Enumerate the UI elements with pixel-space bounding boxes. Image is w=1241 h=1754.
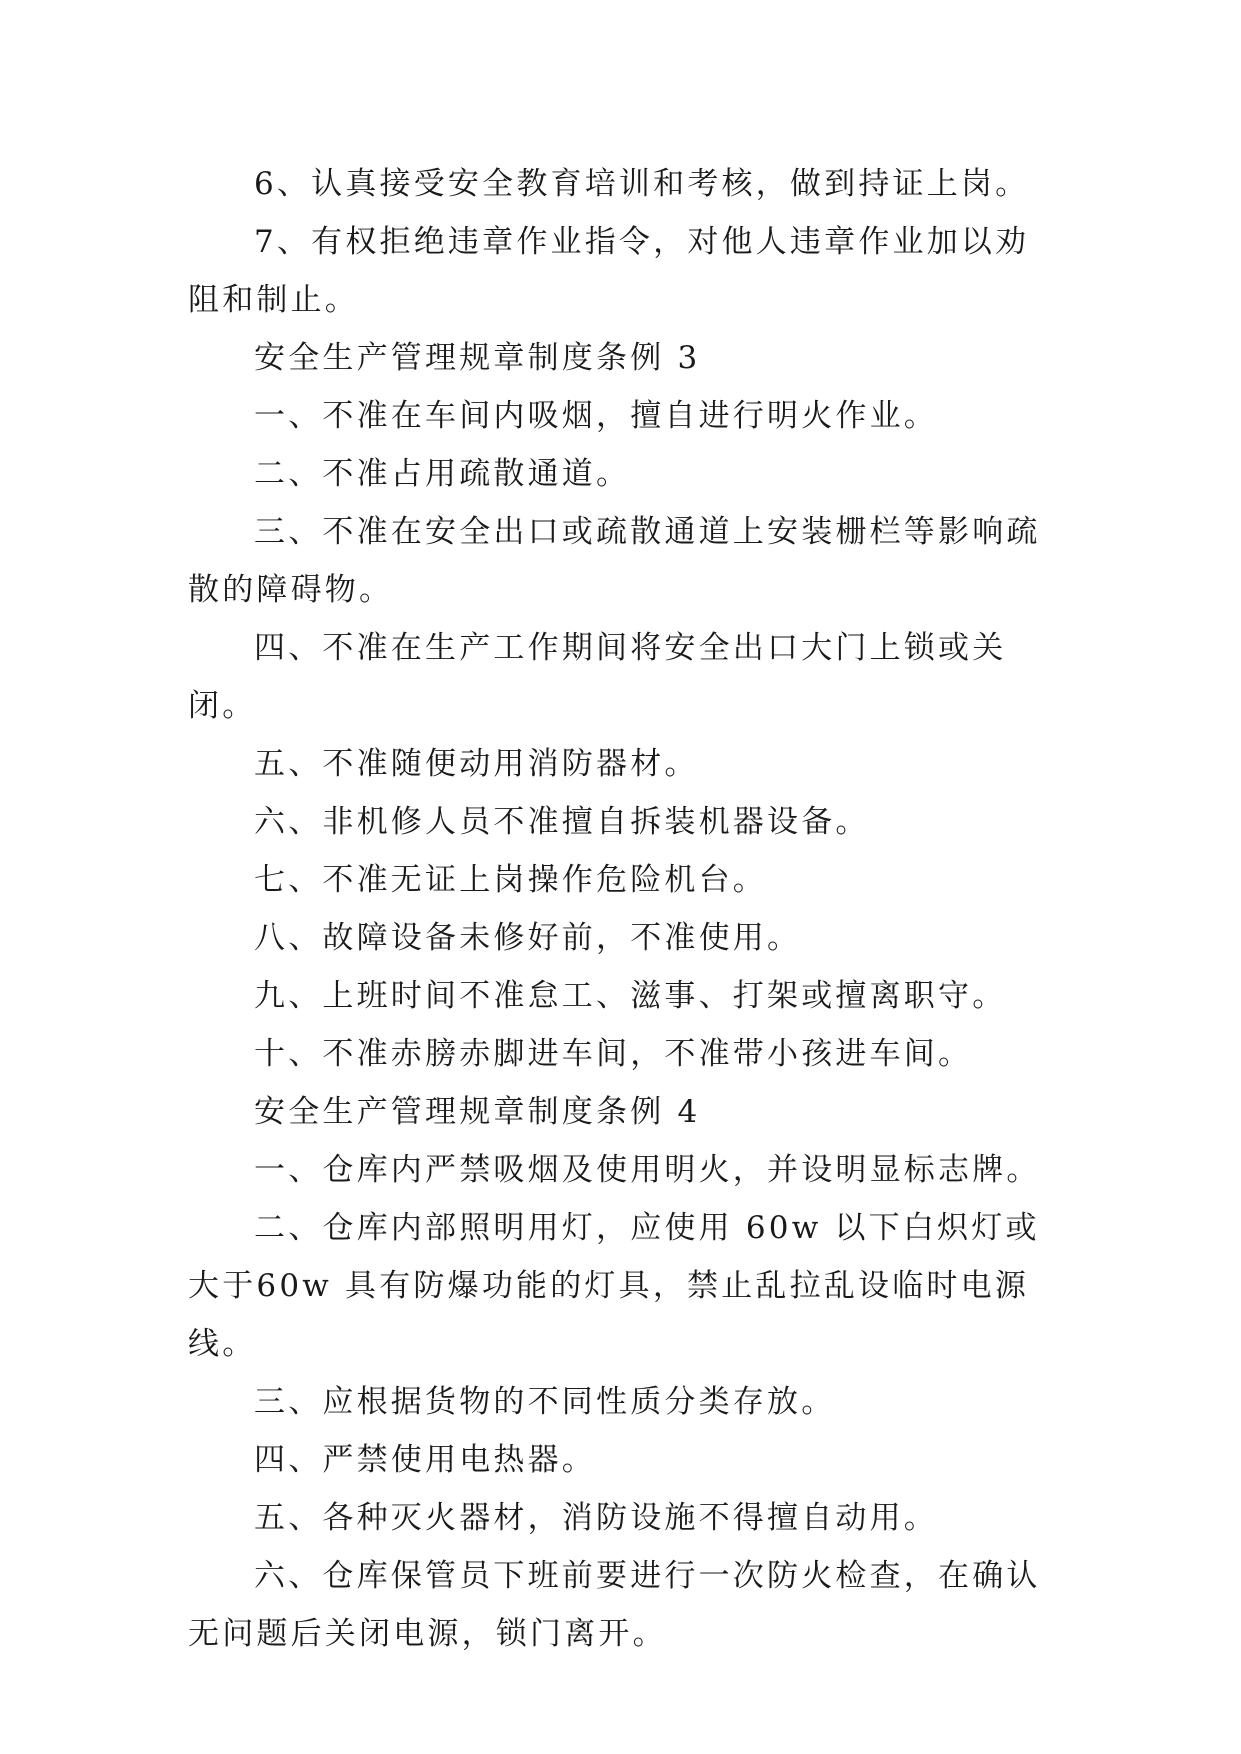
paragraph: 四、严禁使用电热器。 [254,1442,596,1478]
paragraph: 7、有权拒绝违章作业指令，对他人违章作业加以劝阻和制止。 [188,224,1030,318]
paragraph: 一、仓库内严禁吸烟及使用明火，并设明显标志牌。 [254,1152,1041,1188]
section-heading: 安全生产管理规章制度条例 3 [254,340,701,376]
paragraph: 二、仓库内部照明用灯，应使用 60w 以下白炽灯或大于60w 具有防爆功能的灯具，禁止乱拉乱设临时电源线。 [188,1210,1040,1362]
paragraph: 一、不准在车间内吸烟，擅自进行明火作业。 [254,398,938,434]
document-body [188,155,1056,1663]
paragraph: 六、仓库保管员下班前要进行一次防火检查，在确认无问题后关闭电源，锁门离开。 [188,1558,1041,1652]
paragraph: 八、故障设备未修好前，不准使用。 [254,920,802,956]
paragraph: 三、不准在安全出口或疏散通道上安装栅栏等影响疏散的障碍物。 [188,514,1041,608]
paragraph: 二、不准占用疏散通道。 [254,456,631,492]
paragraph: 三、应根据货物的不同性质分类存放。 [254,1384,836,1420]
paragraph: 六、非机修人员不准擅自拆装机器设备。 [254,804,870,840]
section-heading: 安全生产管理规章制度条例 4 [254,1094,701,1130]
paragraph: 四、不准在生产工作期间将安全出口大门上锁或关闭。 [188,630,1007,724]
paragraph: 五、各种灭火器材，消防设施不得擅自动用。 [254,1500,938,1536]
paragraph: 九、上班时间不准怠工、滋事、打架或擅离职守。 [254,978,1007,1014]
paragraph: 七、不准无证上岗操作危险机台。 [254,862,767,898]
paragraph: 6、认真接受安全教育培训和考核，做到持证上岗。 [254,166,1030,202]
paragraph: 十、不准赤膀赤脚进车间，不准带小孩进车间。 [254,1036,973,1072]
paragraph: 五、不准随便动用消防器材。 [254,746,699,782]
